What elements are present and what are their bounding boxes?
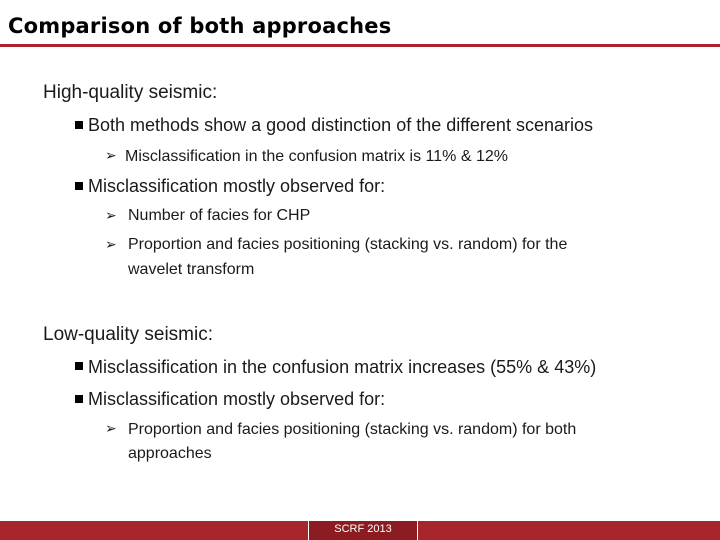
bullet-text: Misclassification mostly observed for: (88, 176, 386, 196)
sub-bullet-text-continued: approaches (128, 445, 212, 462)
footer-label: SCRF 2013 (334, 523, 392, 535)
arrow-bullet-icon: ➢ (105, 237, 117, 253)
sub-bullet-text: Misclassification in the confusion matrix is 11% & 12% (125, 148, 508, 165)
arrow-bullet-icon: ➢ (105, 148, 117, 164)
square-bullet-icon (75, 121, 83, 129)
bullet-text: Both methods show a good distinction of the different scenarios (88, 115, 593, 135)
sub-bullet-text: Proportion and facies positioning (stacking vs. random) for the (128, 236, 568, 253)
title-divider (0, 44, 720, 47)
square-bullet-icon (75, 395, 83, 403)
sub-bullet-text-continued: wavelet transform (128, 261, 255, 278)
sub-bullet-text: Number of facies for CHP (128, 207, 311, 224)
square-bullet-icon (75, 362, 83, 370)
sub-bullet-text: Proportion and facies positioning (stacking vs. random) for both (128, 421, 577, 438)
bullet-text: Misclassification in the confusion matrix increases (55% & 43%) (88, 357, 597, 377)
slide-title: Comparison of both approaches (8, 14, 392, 38)
square-bullet-icon (75, 182, 83, 190)
bullet-text: Misclassification mostly observed for: (88, 389, 386, 409)
section-heading-low-quality: Low-quality seismic: (43, 324, 213, 345)
section-heading-high-quality: High-quality seismic: (43, 82, 218, 103)
arrow-bullet-icon: ➢ (105, 421, 117, 437)
arrow-bullet-icon: ➢ (105, 208, 117, 224)
